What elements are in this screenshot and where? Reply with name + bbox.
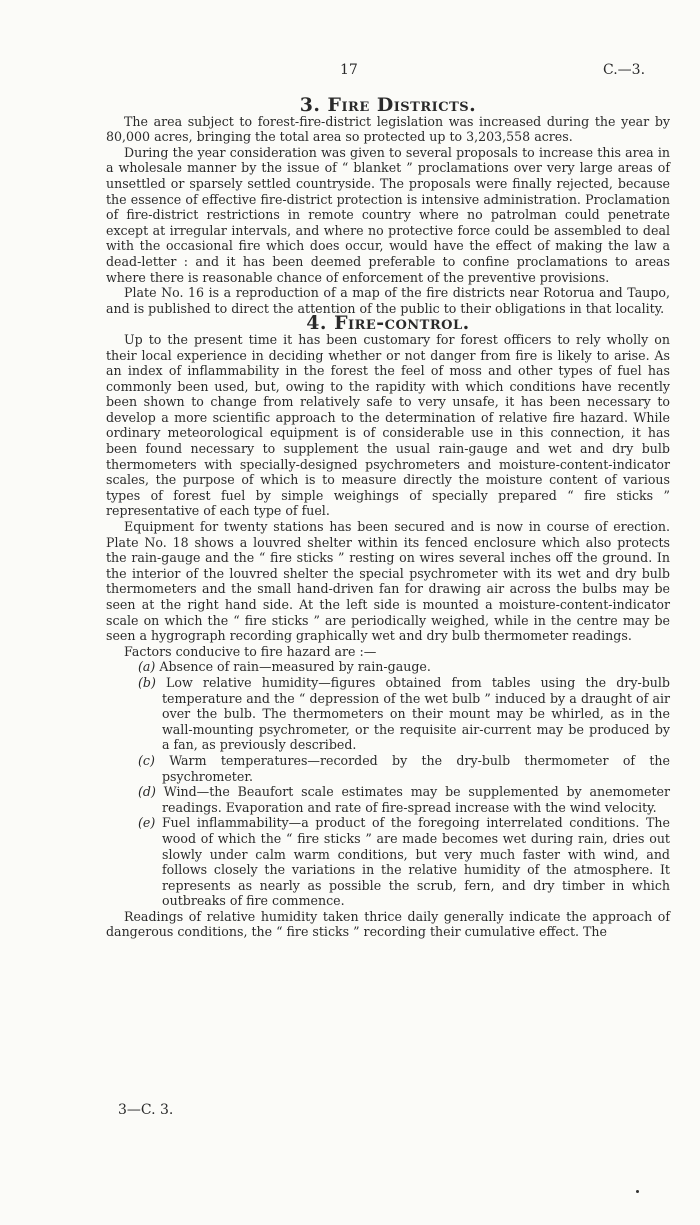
- list-item-text: Absence of rain—measured by rain-gauge.: [159, 659, 431, 675]
- list-item-text: Wind—the Beaufort scale estimates may be supplemented by anemometer readings. Evaporation and rate of fire-spread increase with the wind velocity.: [162, 784, 671, 815]
- list-item-label: (a): [138, 659, 156, 675]
- closing-paragraph: Readings of relative humidity taken thrice daily generally indicate the approach of dangerous conditions, the “ fire sticks ” recording their cumulative effect. The: [106, 908, 670, 940]
- section-heading-fire-control: 4. Fire-control.: [306, 312, 470, 335]
- page-header: [0, 62, 700, 82]
- stray-mark: [636, 1190, 639, 1193]
- list-item-label: (c): [138, 752, 155, 768]
- list-item: [106, 815, 670, 909]
- signature-mark: 3—C. 3.: [118, 1102, 174, 1118]
- document-reference: C.—3.: [603, 62, 646, 78]
- list-item-label: (b): [138, 674, 156, 690]
- list-item: [106, 784, 670, 815]
- paragraph: Up to the present time it has been customary for forest officers to rely wholly on their local experience in deciding whether or not danger from fire is likely to arise. As an index of inflammability in the forest the feel of moss and other types of fuel has commonly been used, but, owing to the rapidity with which conditions have recently been shown to change from relatively safe to very unsafe, it has been necessary to develop a more scientific approach to the determination of relative fire hazard. While ordinary meteorological equipment is of considerable use in this connection, it has been found necessary to supplement the usual rain-gauge and wet and dry bulb thermometers with specially-designed psychrometers and moisture-content-indicator scales, the purpose of which is to measure directly the moisture content of various types of forest fuel by simple weighings of specially prepared “ fire sticks ” representative of each type of fuel.: [106, 331, 670, 519]
- list-item-label: (e): [138, 815, 156, 831]
- fire-hazard-factors-list: [106, 659, 670, 909]
- list-item: [106, 675, 670, 753]
- list-item-label: (d): [138, 784, 156, 800]
- paragraph: Plate No. 16 is a reproduction of a map of the fire districts near Rotorua and Taupo, and is published to direct the attention of the public to their obligations in that locality.: [106, 285, 670, 316]
- page-number: 17: [340, 62, 358, 78]
- paragraph: During the year consideration was given to several proposals to increase this area in a wholesale manner by the issue of “ blanket ” proclamations over very large areas of unsettled or sparsely settled countryside. The proposals were finally rejected, because the essence of effective fire-district protection is intensive administration. Proclamation of fire-district restrictions in remote country where no patrolman could penetrate except at irregular intervals, and where no protective force could be assembled to deal with the occasional fire which does occur, would have the effect of making the law a dead-letter : and it has been deemed preferable to confine proclamations to areas where there is reasonable chance of enforcement of the preventive provisions.: [106, 144, 670, 285]
- list-item-text: Low relative humidity—figures obtained from tables using the dry-bulb temperature and the “ depression of the wet bulb ” induced by a draught of air over the bulb. The thermometers on their mount may be whirled, as in the wall-mounting psychrometer, or the requisite air-current may be produced by a fan, as previously described.: [162, 674, 670, 753]
- list-item-text: Warm temperatures—recorded by the dry-bulb thermometer of the psychrometer.: [162, 752, 670, 784]
- section-heading-fire-districts: 3. Fire Districts.: [299, 94, 477, 116]
- list-item: [106, 753, 670, 784]
- paragraph: Factors conducive to fire hazard are :—: [124, 643, 377, 659]
- list-item-text: Fuel inflammability—a product of the foregoing interrelated conditions. The wood of which the “ fire sticks ” are made becomes wet during rain, dries out slowly under calm warm conditions, but very much faster with wind, and follows closely the variations in the relative humidity of the atmosphere. It represents as nearly as possible the scrub, fern, and dry timber in which outbreaks of fire commence.: [161, 815, 670, 909]
- list-item: [106, 659, 670, 675]
- body-text: [106, 94, 671, 940]
- paragraph: Equipment for twenty stations has been secured and is now in course of erection. Plate No. 18 shows a louvred shelter within its fenced enclosure which also protects the rain-gauge and the “ fire sticks ” resting on wires several inches off the ground. In the interior of the louvred shelter the special psychrometer with its wet and dry bulb thermometers and the small hand-driven fan for drawing air across the bulbs may be seen at the right hand side. At the left side is mounted a moisture-content-indicator scale on which the “ fire sticks ” are periodically weighed, while in the centre may be seen a hygrograph recording graphically wet and dry bulb thermometer readings.: [106, 519, 670, 644]
- paragraph: The area subject to forest-fire-district legislation was increased during the year by 80,000 acres, bringing the total area so protected up to 3,203,558 acres.: [106, 113, 670, 145]
